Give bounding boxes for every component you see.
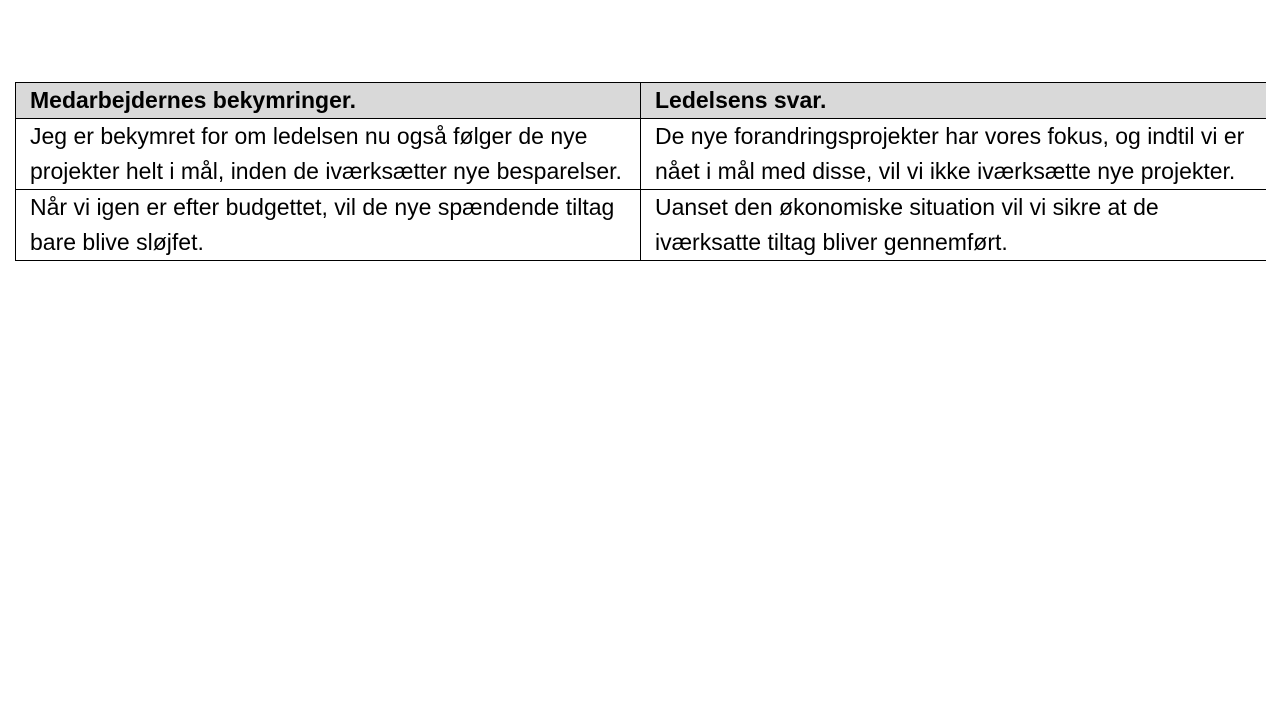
- table-header-row: [16, 83, 1266, 119]
- table-row: [16, 119, 1266, 190]
- concern-cell: Når vi igen er efter budgettet, vil de nye spændende tiltag bare blive sløjfet.: [16, 190, 641, 261]
- header-management-response: Ledelsens svar.: [641, 83, 1266, 119]
- concerns-response-table: [15, 82, 1266, 261]
- table-row: [16, 190, 1266, 261]
- header-employee-concerns: Medarbejdernes bekymringer.: [16, 83, 641, 119]
- response-cell: De nye forandringsprojekter har vores fokus, og indtil vi er nået i mål med disse, vil vi ikke iværksætte nye projekter.: [641, 119, 1266, 190]
- concern-cell: Jeg er bekymret for om ledelsen nu også følger de nye projekter helt i mål, inden de iværksætter nye besparelser.: [16, 119, 641, 190]
- response-cell: Uanset den økonomiske situation vil vi sikre at de iværksatte tiltag bliver gennemført.: [641, 190, 1266, 261]
